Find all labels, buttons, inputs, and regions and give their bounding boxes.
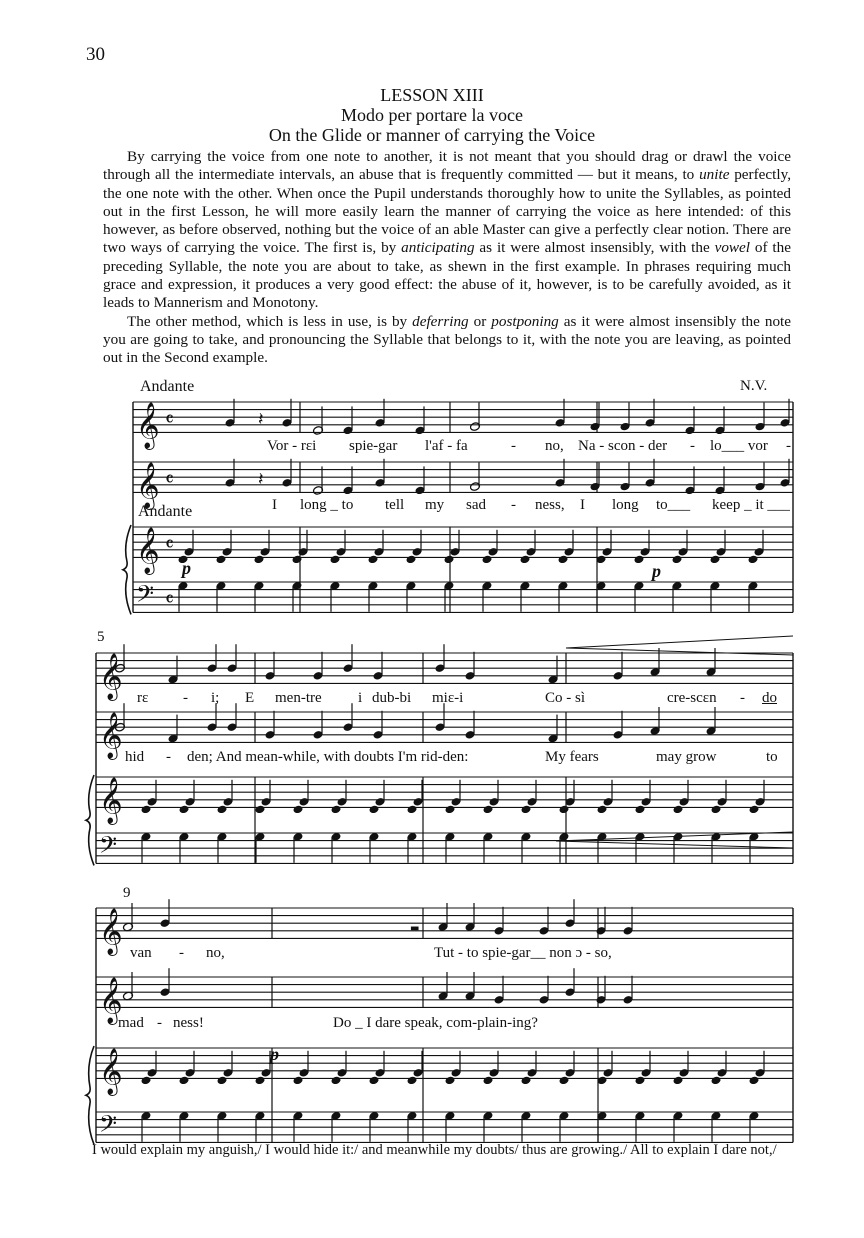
svg-text:𝄴: 𝄴: [165, 406, 174, 431]
dynamic-piano-3: p: [270, 1044, 279, 1064]
lyric-it: cre-scεn: [667, 690, 717, 706]
text-run: of the preceding Syllable, the note you are about to take, as shewn in the first example. In phrases requiring much grace and expression, it produces a very good effect: the abuse of it, however, is to be carefully avoided, as it leads to Mannerism and Monotony.: [103, 239, 791, 312]
lyric-it: i: [358, 690, 363, 706]
lyric-en: I: [272, 497, 277, 513]
lyric-it: rε: [137, 690, 149, 706]
emphasis-vowel: vowel: [714, 239, 751, 257]
lyric-it: Vor - rεi: [267, 438, 317, 454]
lyric-it: -: [183, 690, 188, 706]
lyric-it: -: [786, 438, 791, 454]
measure-number-5: 5: [97, 629, 105, 645]
svg-text:𝄢: 𝄢: [136, 579, 155, 613]
svg-text:𝄞: 𝄞: [99, 777, 123, 824]
measure-number-9: 9: [123, 885, 131, 901]
lyric-en: -: [157, 1015, 162, 1031]
lyric-en: my: [425, 497, 445, 513]
emphasis-deferring: deferring: [412, 312, 469, 330]
lyric-it: l'af - fa: [425, 438, 468, 454]
lyric-en: may grow: [656, 749, 717, 765]
text-run: By carrying the voice from one note to another, it is not meant that you should drag or drawl the voice through all the intermediate intervals, an abuse that is frequently committed — but it means, to: [103, 148, 791, 184]
lyric-en: mad: [118, 1015, 144, 1031]
lyric-en: to: [766, 749, 778, 765]
svg-text:𝄞: 𝄞: [99, 977, 123, 1024]
lyric-en: I: [580, 497, 585, 513]
svg-text:𝄴: 𝄴: [165, 466, 174, 491]
lyric-it: do: [762, 690, 777, 706]
lyric-en: long _ to: [300, 497, 354, 513]
lesson-title: LESSON XIII: [380, 85, 484, 105]
lyric-en: to___: [656, 497, 691, 513]
lyric-it: Co - sì: [545, 690, 586, 706]
lyric-it: van: [130, 945, 152, 961]
svg-text:𝄴: 𝄴: [165, 586, 174, 611]
lyric-en: tell: [385, 497, 405, 513]
svg-text:𝄞: 𝄞: [99, 653, 123, 700]
dynamic-piano-1: p: [182, 558, 191, 578]
tempo-marking-voice: Andante: [140, 378, 195, 395]
svg-text:𝄴: 𝄴: [165, 531, 174, 556]
lyric-en: long: [612, 497, 639, 513]
lyric-it: lo___ vor: [710, 438, 768, 454]
lyric-en: sad: [466, 497, 486, 513]
tempo-marking-piano: Andante: [138, 503, 193, 520]
svg-text:𝄞: 𝄞: [99, 712, 123, 759]
lyric-it: -: [690, 438, 695, 454]
lyric-en: keep _ it ___: [712, 497, 790, 513]
translation-footnote: I would explain my anguish,/ I would hide it:/ and meanwhile my doubts/ thus are growing./ All to explain I dare not,/: [92, 1142, 777, 1158]
emphasis-postponing: postponing: [491, 312, 559, 330]
lyric-it: dub-bi: [372, 690, 412, 706]
text-run: perfectly, the one note with the other. When once the Pupil understands thoroughly how to unite the Syllables, as pointed out in the first Lesson, he will more easily learn the manner of carrying the voice as here intended: of this however, as before observed, nothing but the voice of an able Master can give a perfectly clear notion. There are two ways of carrying the voice. The first is, by: [103, 166, 791, 257]
dynamic-piano-2: p: [652, 561, 661, 581]
lyric-en: -: [166, 749, 171, 765]
lyric-en: ness,: [535, 497, 565, 513]
lyric-en: -: [511, 497, 516, 513]
text-run: or: [468, 312, 492, 330]
svg-text:𝄞: 𝄞: [136, 402, 160, 449]
page-number: 30: [86, 44, 105, 65]
svg-text:𝄞: 𝄞: [136, 462, 160, 509]
lyric-it: Na - scon - der: [578, 438, 668, 454]
lyric-it: -: [740, 690, 745, 706]
text-run: as it were almost insensibly the note you are going to take, and pronouncing the Syllable that belongs to it, with the note you are leaving, as pointed out in the Second example.: [103, 312, 791, 367]
svg-text:𝄞: 𝄞: [99, 908, 123, 955]
lyric-it: miε-i: [432, 690, 464, 706]
lyric-it: -: [511, 438, 516, 454]
svg-text:𝄞: 𝄞: [99, 1048, 123, 1095]
lyric-it: no,: [545, 438, 564, 454]
lyric-en: ness!: [173, 1015, 204, 1031]
svg-text:𝄢: 𝄢: [99, 830, 118, 864]
svg-text:𝄢: 𝄢: [99, 1109, 118, 1143]
lyric-en: den; And mean-while, with doubts I'm rid-den:: [187, 749, 469, 765]
svg-text:𝄽: 𝄽: [258, 468, 264, 490]
lesson-subtitle-italian: Modo per portare la voce: [341, 105, 523, 125]
text-run: The other method, which is less in use, is by: [127, 312, 413, 330]
emphasis-anticipating: anticipating: [401, 239, 475, 257]
lyric-it: E: [245, 690, 255, 706]
svg-text:▬: ▬: [410, 922, 420, 934]
lyric-en: Do _ I dare speak, com-plain-ing?: [333, 1015, 538, 1031]
lyric-it: spie-gar: [349, 438, 398, 454]
lyric-it: -: [179, 945, 184, 961]
lyric-it: i;: [211, 690, 220, 706]
svg-text:𝄞: 𝄞: [136, 527, 160, 574]
lyric-it: men-tre: [275, 690, 322, 706]
lyric-en: My fears: [545, 749, 599, 765]
text-run: as it were almost insensibly, with the: [474, 239, 715, 257]
emphasis-unite: unite: [699, 166, 730, 184]
svg-text:𝄽: 𝄽: [258, 408, 264, 430]
lyric-en: hid: [125, 749, 145, 765]
lesson-subtitle-english: On the Glide or manner of carrying the Voice: [268, 125, 596, 145]
lyric-it: no,: [206, 945, 225, 961]
lyric-it: Tut - to spie-gar__ non ɔ - so,: [434, 945, 612, 961]
nv-marking: N.V.: [740, 378, 768, 394]
